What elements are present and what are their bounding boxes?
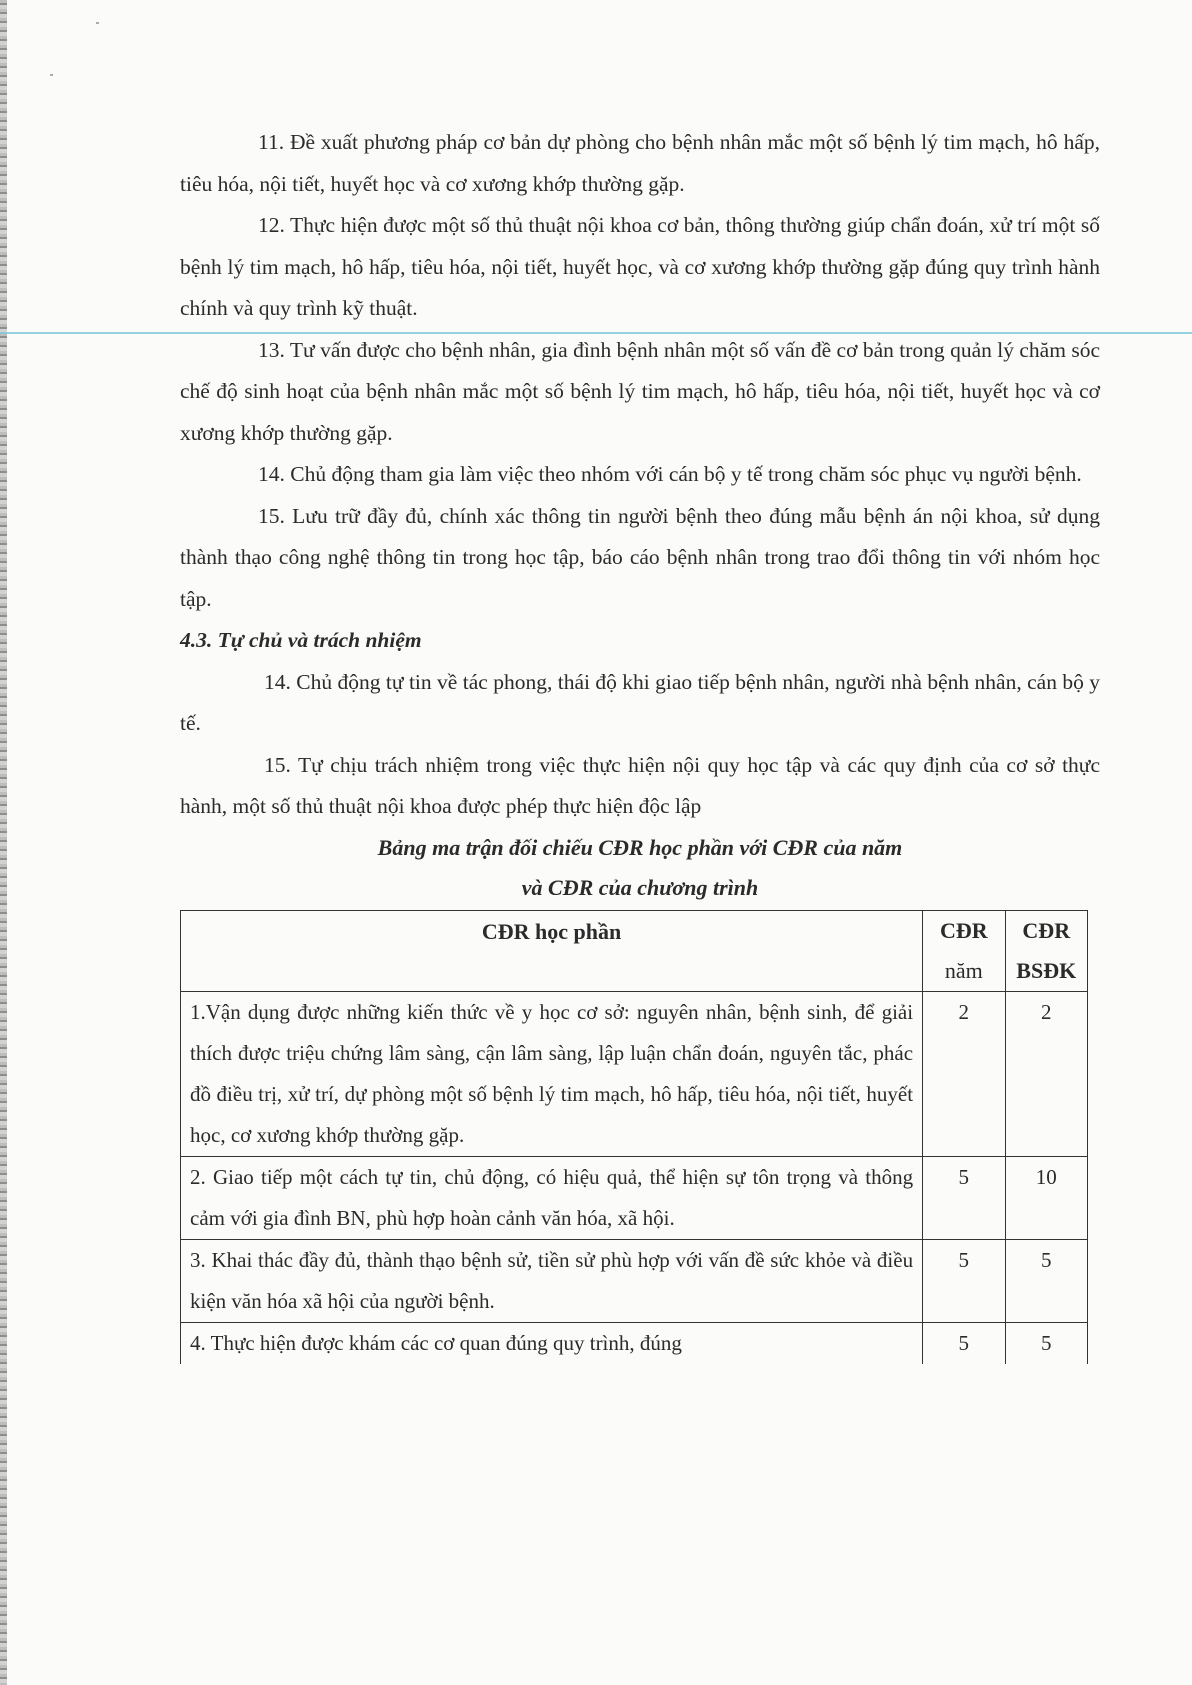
row-3-nam: 5 bbox=[923, 1239, 1005, 1322]
paragraph-15: 15. Lưu trữ đầy đủ, chính xác thông tin người bệnh theo đúng mẫu bệnh án nội khoa, sử dụng thành thạo công nghệ thông tin trong học tập, báo cáo bệnh nhân trong trao đổi thông tin với nhóm học tập. bbox=[180, 503, 1100, 611]
table-title-line2: và CĐR của chương trình bbox=[521, 874, 759, 900]
paragraph-14: 14. Chủ động tham gia làm việc theo nhóm với cán bộ y tế trong chăm sóc phục vụ người bệnh. bbox=[258, 462, 1082, 486]
row-1-desc: 1.Vận dụng được những kiến thức về y học cơ sở: nguyên nhân, bệnh sinh, để giải thích được triệu chứng lâm sàng, cận lâm sàng, lập luận chẩn đoán, nguyên tắc, phác đồ điều trị, xử trí, dự phòng một số bệnh lý tim mạch, hô hấp, tiêu hóa, nội tiết, huyết học, cơ xương khớp thường gặp. bbox=[181, 991, 923, 1156]
document-page bbox=[180, 122, 1100, 1364]
row-4-nam: 5 bbox=[923, 1322, 1005, 1364]
table-row bbox=[181, 1322, 1088, 1364]
table-header-row bbox=[181, 910, 1088, 991]
paragraph-15b: 15. Tự chịu trách nhiệm trong việc thực hiện nội quy học tập và các quy định của cơ sở thực hành, một số thủ thuật nội khoa được phép thực hiện độc lập bbox=[180, 752, 1100, 818]
header-cdr-nam-line1: CĐR bbox=[939, 917, 988, 943]
table-row bbox=[181, 1156, 1088, 1239]
scan-edge bbox=[0, 0, 7, 1685]
paragraph-12: 12. Thực hiện được một số thủ thuật nội khoa cơ bản, thông thường giúp chẩn đoán, xử trí một số bệnh lý tim mạch, hô hấp, tiêu hóa, nội tiết, huyết học, và cơ xương khớp thường gặp đúng quy trình hành chính và quy trình kỹ thuật. bbox=[180, 213, 1100, 320]
header-cdr-hoc-phan: CĐR học phần bbox=[181, 910, 923, 991]
row-3-bsdk: 5 bbox=[1005, 1239, 1087, 1322]
header-cdr-bsdk bbox=[1005, 910, 1087, 991]
header-cdr-nam-line2: năm bbox=[944, 957, 983, 983]
row-4-desc: 4. Thực hiện được khám các cơ quan đúng quy trình, đúng bbox=[181, 1322, 923, 1364]
learning-outcomes-table bbox=[180, 910, 1088, 1364]
table-row bbox=[181, 1239, 1088, 1322]
row-2-nam: 5 bbox=[923, 1156, 1005, 1239]
section-heading: 4.3. Tự chủ và trách nhiệm bbox=[180, 628, 422, 652]
table-title-line1: Bảng ma trận đối chiếu CĐR học phần với CĐR của năm bbox=[377, 834, 903, 860]
row-1-nam: 2 bbox=[923, 991, 1005, 1156]
paragraph-11: 11. Đề xuất phương pháp cơ bản dự phòng cho bệnh nhân mắc một số bệnh lý tim mạch, hô hấp, tiêu hóa, nội tiết, huyết học và cơ xương khớp thường gặp. bbox=[180, 130, 1100, 196]
row-3-desc: 3. Khai thác đầy đủ, thành thạo bệnh sử, tiền sử phù hợp với vấn đề sức khỏe và điều kiện văn hóa xã hội của người bệnh. bbox=[181, 1239, 923, 1322]
scan-speck bbox=[96, 22, 99, 24]
paragraph-14b: 14. Chủ động tự tin về tác phong, thái độ khi giao tiếp bệnh nhân, người nhà bệnh nhân, cán bộ y tế. bbox=[180, 669, 1100, 735]
header-cdr-bsdk-line2: BSĐK bbox=[1016, 957, 1077, 983]
row-4-bsdk: 5 bbox=[1005, 1322, 1087, 1364]
paragraph-13: 13. Tư vấn được cho bệnh nhân, gia đình bệnh nhân một số vấn đề cơ bản trong quản lý chăm sóc chế độ sinh hoạt của bệnh nhân mắc một số bệnh lý tim mạch, hô hấp, tiêu hóa, nội tiết, huyết học và cơ xương khớp thường gặp. bbox=[180, 337, 1100, 445]
header-cdr-bsdk-line1: CĐR bbox=[1022, 917, 1071, 943]
row-2-bsdk: 10 bbox=[1005, 1156, 1087, 1239]
row-1-bsdk: 2 bbox=[1005, 991, 1087, 1156]
row-2-desc: 2. Giao tiếp một cách tự tin, chủ động, có hiệu quả, thể hiện sự tôn trọng và thông cảm với gia đình BN, phù hợp hoàn cảnh văn hóa, xã hội. bbox=[181, 1156, 923, 1239]
table-row bbox=[181, 991, 1088, 1156]
scan-speck bbox=[50, 74, 53, 76]
header-cdr-nam bbox=[923, 910, 1005, 991]
